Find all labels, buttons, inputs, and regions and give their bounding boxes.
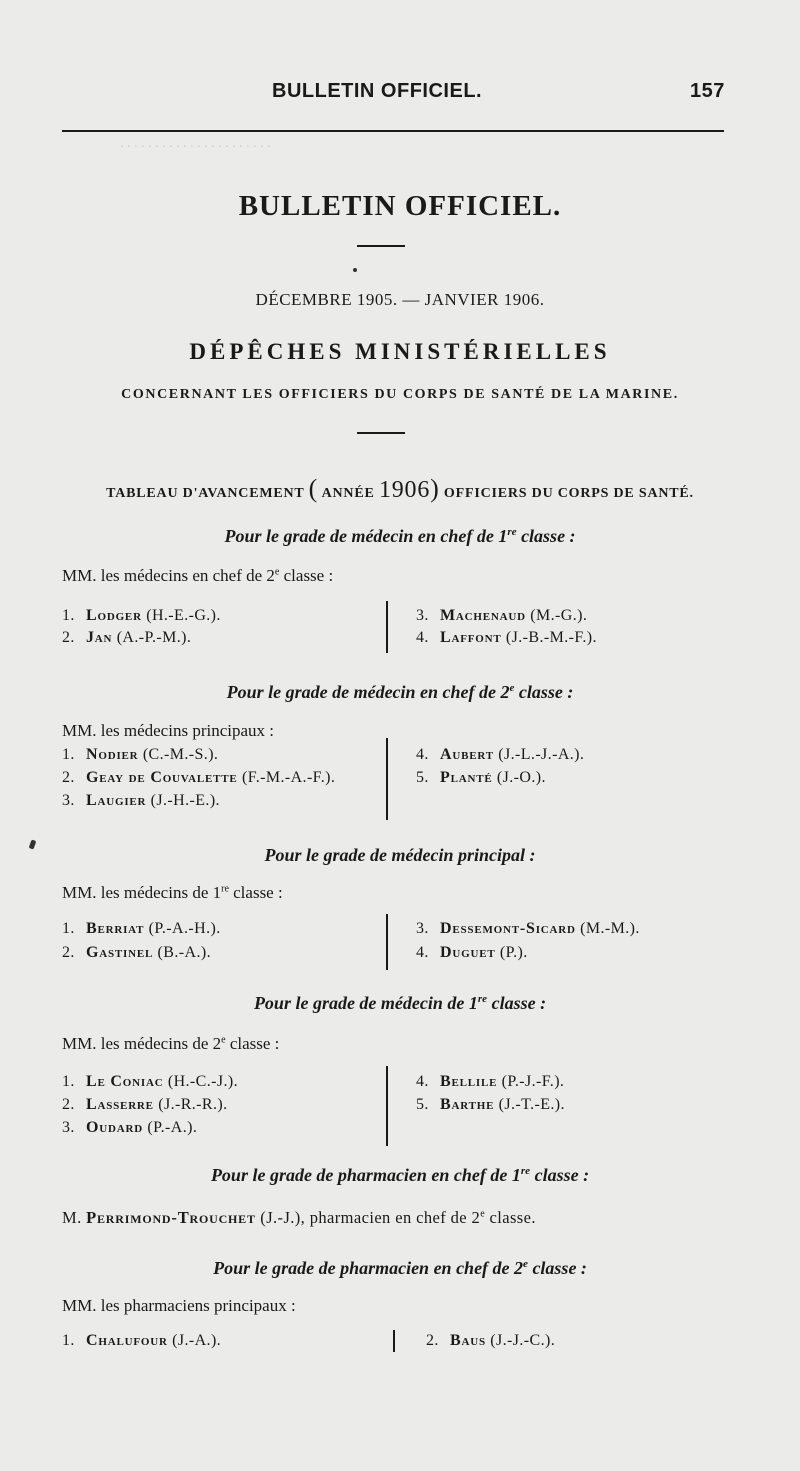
column-divider [393,1330,395,1352]
grade-heading: Pour le grade de pharmacien en chef de 2e classe : [213,1258,587,1278]
tableau-open-paren: ( [308,474,319,503]
list-item: 2. Baus (J.-J.-C.). [426,1332,556,1349]
tableau-prefix: TABLEAU D'AVANCEMENT [106,486,305,501]
issue-dates: DÉCEMBRE 1905. — JANVIER 1906. [255,290,545,309]
list-item: 2. Gastinel (B.-A.). [62,944,211,961]
column-divider [386,601,388,653]
list-item: 1. Nodier (C.-M.-S.). [62,746,219,763]
column-divider [386,1066,388,1146]
list-item: 4. Aubert (J.-L.-J.-A.). [416,746,585,763]
list-item: 1. Berriat (P.-A.-H.). [62,920,221,937]
title-rule [357,245,405,247]
list-item: 3. Oudard (P.-A.). [62,1119,198,1136]
list-item: 5. Planté (J.-O.). [416,769,546,786]
list-item: 3. Laugier (J.-H.-E.). [62,792,220,809]
grade-heading: Pour le grade de pharmacien en chef de 1re classe : [210,1165,590,1185]
section-intro: MM. les médecins de 1re classe : [62,883,283,902]
section-intro: MM. les médecins de 2e classe : [62,1034,280,1053]
tableau-close-paren: ) [430,474,440,503]
list-item: 2. Lasserre (J.-R.-R.). [62,1096,228,1113]
single-entry: M. Perrimond-Trouchet (J.-J.), pharmacien en chef de 2e classe. [62,1208,536,1227]
page-title: BULLETIN OFFICIEL. [238,190,562,222]
list-item: 4. Duguet (P.). [416,944,528,961]
tableau-heading [0,474,800,504]
list-item: 1. Chalufour (J.-A.). [62,1332,222,1349]
tableau-year-label: ANNÉE [321,486,375,501]
section-intro: MM. les médecins principaux : [62,721,274,740]
tableau-year: 1906 [378,477,431,503]
list-item: 1. Le Coniac (H.-C.-J.). [62,1073,239,1090]
list-item: 2. Jan (A.-P.-M.). [62,629,192,646]
ink-dot [353,268,357,272]
list-item: 5. Barthe (J.-T.-E.). [416,1096,565,1113]
list-item: 2. Geay de Couvalette (F.-M.-A.-F.). [62,769,336,786]
column-divider [386,738,388,820]
grade-heading: Pour le grade de médecin principal : [264,845,536,865]
section-intro: MM. les pharmaciens principaux : [62,1296,296,1315]
tableau-suffix: OFFICIERS DU CORPS DE SANTÉ. [443,486,694,501]
section-subheading: CONCERNANT LES OFFICIERS DU CORPS DE SANTÉ DE LA MARINE. [121,387,679,402]
grade-heading: Pour le grade de médecin en chef de 2e classe : [226,682,574,702]
running-head-title: BULLETIN OFFICIEL. [272,80,483,102]
list-item: 1. Lodger (H.-E.-G.). [62,607,221,624]
list-item: 4. Laffont (J.-B.-M.-F.). [416,629,597,646]
section-intro: MM. les médecins en chef de 2e classe : [62,566,334,585]
grade-heading: Pour le grade de médecin de 1re classe : [253,993,547,1013]
column-divider [386,914,388,970]
show-through: · · · · · · · · · · · · · · · · · · · · · · [120,140,271,155]
header-rule [62,130,724,132]
list-item: 3. Dessemont-Sicard (M.-M.). [416,920,640,937]
subheading-rule [357,432,405,434]
page-number: 157 [690,80,725,102]
list-item: 4. Bellile (P.-J.-F.). [416,1073,565,1090]
list-item: 3. Machenaud (M.-G.). [416,607,588,624]
section-heading: DÉPÊCHES MINISTÉRIELLES [189,339,611,364]
grade-heading: Pour le grade de médecin en chef de 1re classe : [224,526,576,546]
